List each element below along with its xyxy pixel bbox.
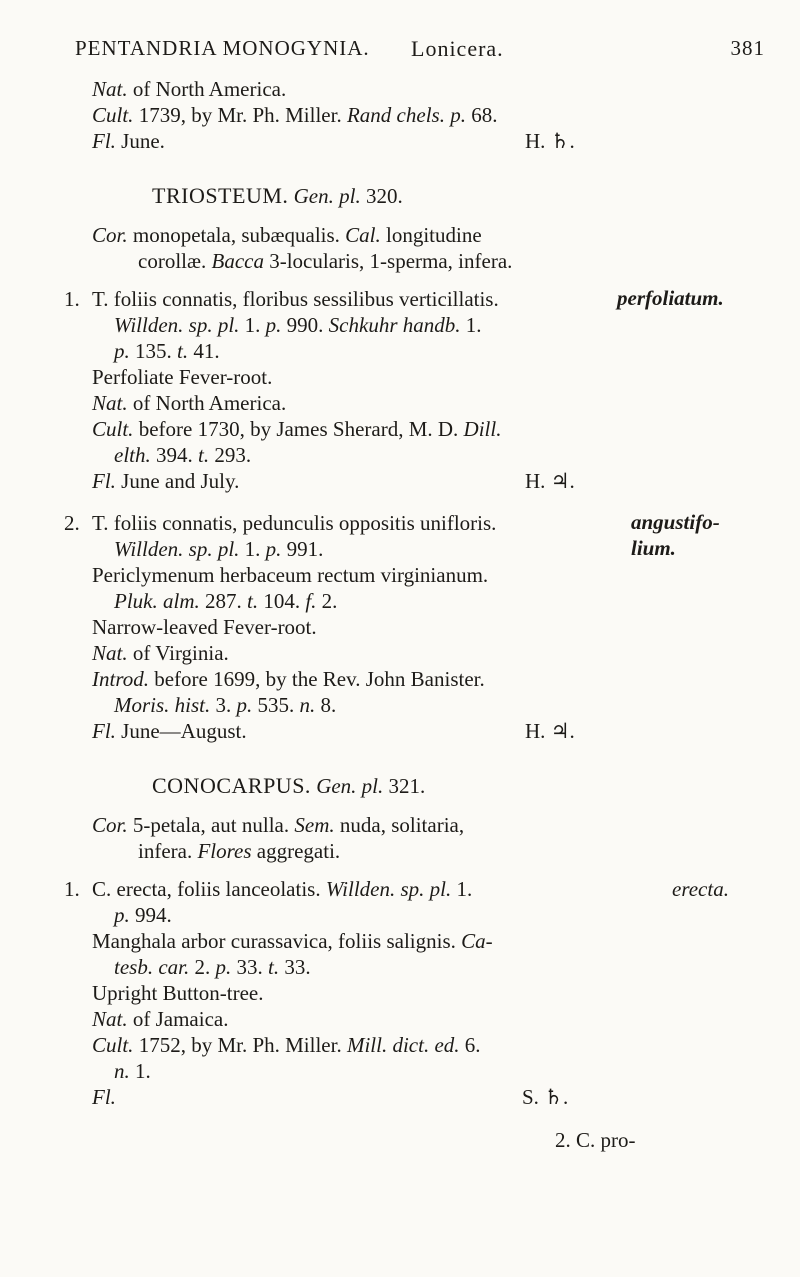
cultivation-line: Cult. 1739, by Mr. Ph. Miller. Rand chels. p. 68. [92,103,498,127]
native-line: Nat. of North America. [92,391,287,415]
genus-character-line: infera. Flores aggregati. [138,839,341,863]
genus-character-line: Cor. monopetala, subæqualis. Cal. longitudine [92,223,482,247]
species-diagnosis: C. erecta, foliis lanceolatis. Willden. sp. pl. 1. [92,877,473,901]
synonym-line: Periclymenum herbaceum rectum virginianum. [92,563,489,587]
reference-line: p. 994. [114,903,172,927]
flowering-line: Fl. June—August. [92,719,247,743]
genus-heading: TRIOSTEUM. Gen. pl. 320. [152,183,403,208]
introduction-line: Introd. before 1699, by the Rev. John Banister. [92,667,485,691]
reference-line: Pluk. alm. 287. t. 104. f. 2. [114,589,338,613]
flowering-line: Fl. June. [92,129,165,153]
common-name: Upright Button-tree. [92,981,264,1005]
reference-line: n. 1. [114,1059,151,1083]
genus-character-line: corollæ. Bacca 3-locularis, 1-sperma, infera. [138,249,513,273]
genus-character-line: Cor. 5-petala, aut nulla. Sem. nuda, solitaria, [92,813,465,837]
species-number: 1. [64,287,80,311]
trivial-name: perfoliatum. [617,286,724,310]
native-line: Nat. of Virginia. [92,641,229,665]
habit-marker: H. ♃. [525,719,575,743]
flowering-line: Fl. [92,1085,116,1109]
native-line: Nat. of North America. [92,77,287,101]
common-name: Narrow-leaved Fever-root. [92,615,317,639]
reference-line: p. 135. t. 41. [114,339,220,363]
reference-line: Willden. sp. pl. 1. p. 991. [114,537,324,561]
reference-line: Willden. sp. pl. 1. p. 990. Schkuhr handb. 1. [114,313,482,337]
trivial-name: erecta. [672,877,729,901]
trivial-name: angustifo- [631,510,720,534]
species-diagnosis: T. foliis connatis, pedunculis oppositis unifloris. [92,511,497,535]
trivial-name-cont: lium. [631,536,676,560]
running-header [75,36,765,66]
species-diagnosis: T. foliis connatis, floribus sessilibus verticillatis. [92,287,499,311]
reference-line: elth. 394. t. 293. [114,443,252,467]
page-number: 381 [730,36,765,60]
cultivation-line: Cult. 1752, by Mr. Ph. Miller. Mill. dict. ed. 6. [92,1033,481,1057]
common-name: Perfoliate Fever-root. [92,365,273,389]
habit-marker: H. ♄. [525,129,575,153]
reference-line: Moris. hist. 3. p. 535. n. 8. [114,693,337,717]
header-left: PENTANDRIA MONOGYNIA. [75,36,370,60]
synonym-line: Manghala arbor curassavica, foliis salignis. Ca- [92,929,493,953]
genus-heading: CONOCARPUS. Gen. pl. 321. [152,773,426,798]
catchword: 2. C. pro- [555,1128,636,1152]
species-number: 1. [64,877,80,901]
flowering-line: Fl. June and July. [92,469,240,493]
species-number: 2. [64,511,80,535]
cultivation-line: Cult. before 1730, by James Sherard, M. D. Dill. [92,417,502,441]
native-line: Nat. of Jamaica. [92,1007,229,1031]
reference-line: tesb. car. 2. p. 33. t. 33. [114,955,311,979]
habit-marker: H. ♃. [525,469,575,493]
habit-marker: S. ♄. [522,1085,569,1109]
header-genus: Lonicera. [411,36,504,61]
